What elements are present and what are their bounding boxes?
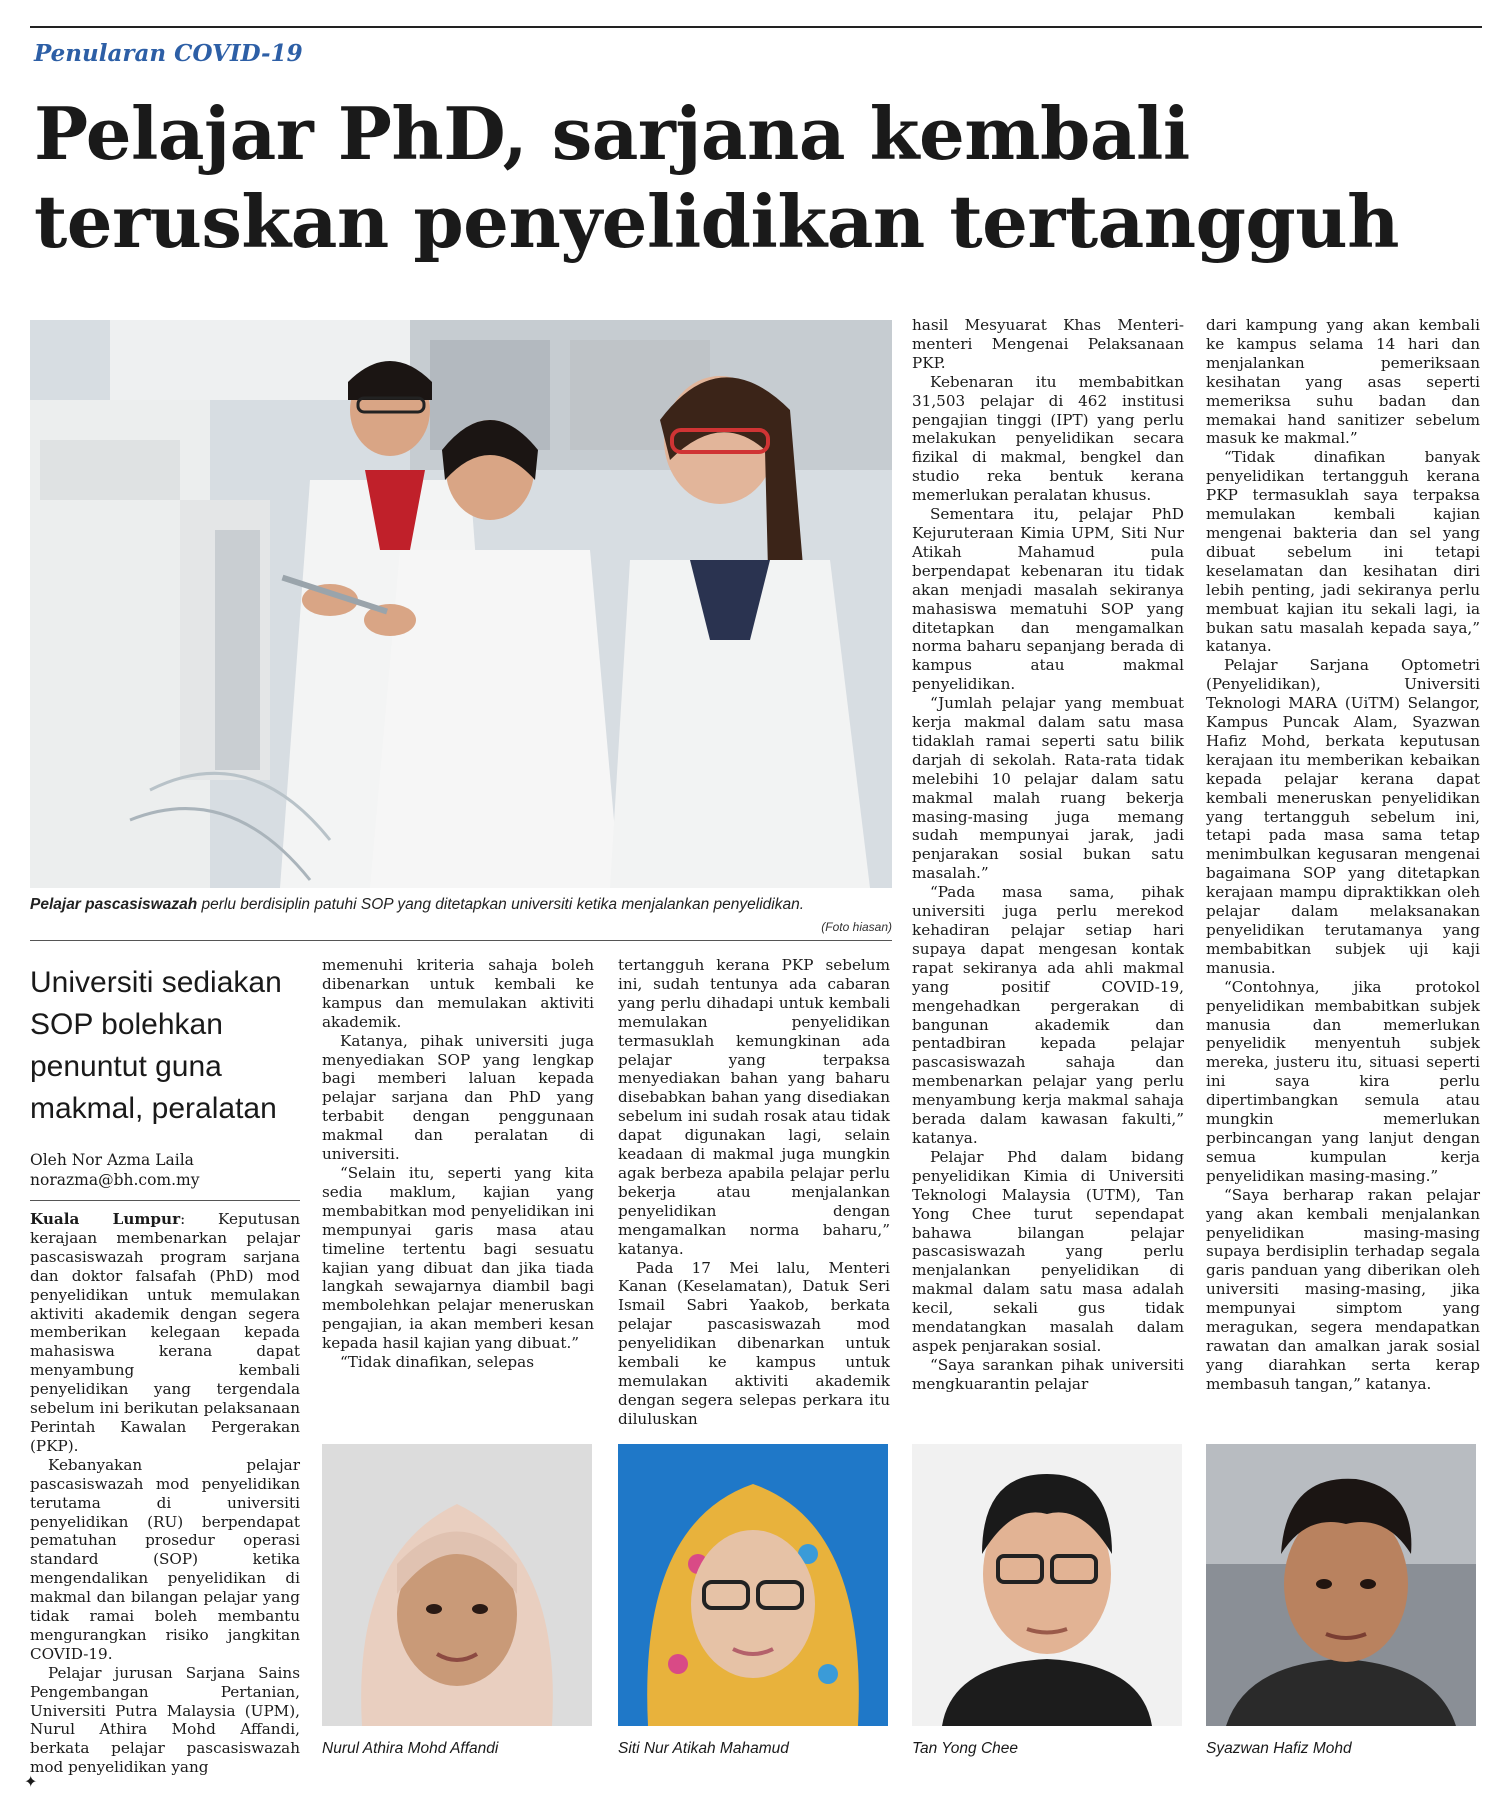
paragraph: “Saya sarankan pihak universiti mengkuarantin pelajar <box>912 1355 1184 1393</box>
article-column-2 <box>322 956 594 1372</box>
headline: Pelajar PhD, sarjana kembali teruskan penyelidikan tertangguh <box>34 91 1399 264</box>
paragraph: “Selain itu, seperti yang kita sedia maklum, kajian yang membabitkan mod penyelidikan ini mempunyai garis masa atau timeline tertentu bagi sesuatu kajian yang dibuat dan jika tiada langkah sewajarnya diambil bagi membolehkan pelajar meneruskan pengajian, ia akan memberi kesan kepada hasil kajian yang dibuat.” <box>322 1163 594 1353</box>
byline <box>30 1150 300 1190</box>
section-kicker: Penularan COVID-19 <box>34 40 303 67</box>
photo-caption <box>30 896 892 914</box>
portrait-caption-1: Nurul Athira Mohd Affandi <box>322 1740 499 1757</box>
portrait-nurul-athira <box>322 1444 592 1726</box>
paragraph: Katanya, pihak universiti juga menyediakan SOP yang lengkap bagi memberi laluan kepada pelajar sarjana dan PhD yang terbabit dengan penggunaan makmal dan peralatan di universiti. <box>322 1031 594 1164</box>
paragraph: “Jumlah pelajar yang membuat kerja makmal dalam satu masa tidaklah ramai seperti satu bilik darjah di sekolah. Rata-rata tidak melebihi 10 pelajar dalam satu makmal malah ruang bekerja masing-masing juga memang sudah mempunyai jarak, jadi penjarakan sosial bukan satu masalah.” <box>912 694 1184 883</box>
paragraph: hasil Mesyuarat Khas Menteri-menteri Mengenai Pelaksanaan PKP. <box>912 316 1184 372</box>
caption-text: perlu berdisiplin patuhi SOP yang ditetapkan universiti ketika menjalankan penyelidikan. <box>197 896 805 913</box>
article-column-3 <box>618 956 890 1429</box>
paragraph: “Saya berharap rakan pelajar yang akan kembali menjalankan penyelidikan masing-masing supaya berdisiplin terhadap segala garis panduan yang diberikan oleh universiti masing-masing, jika mempunyai simptom yang meragukan, segera mendapatkan rawatan dan amalkan jarak sosial yang diarahkan serta kerap membasuh tangan,” katanya. <box>1206 1185 1480 1393</box>
paragraph: Kebenaran itu membabitkan 31,503 pelajar di 462 institusi pengajian tinggi (IPT) yang perlu melakukan penyelidikan secara fizikal di makmal, bengkel dan studio reka bentuk kerana memerlukan peralatan khusus. <box>912 372 1184 505</box>
paragraph: “Contohnya, jika protokol penyelidikan membabitkan subjek manusia dan memerlukan penyelidik menyentuh subjek mereka, justeru itu, situasi seperti ini saya kira perlu dipertimbangkan semula atau mungkin memerlukan perbincangan yang lanjut dengan semua kumpulan kerja penyelidikan masing-masing.” <box>1206 977 1480 1185</box>
paragraph: Kebanyakan pelajar pascasiswazah mod penyelidikan terutama di universiti penyelidikan (RU) berpendapat pematuhan prosedur operasi standard (SOP) ketika mengendalikan penyelidikan di makmal dan bilangan pelajar yang tidak ramai boleh membantu mengurangkan risiko jangkitan COVID-19. <box>30 1455 300 1663</box>
subheadline: Universiti sediakan SOP bolehkan penuntut guna makmal, peralatan <box>30 966 282 1125</box>
article-column-5 <box>1206 316 1480 1394</box>
paragraph: Sementara itu, pelajar PhD Kejuruteraan Kimia UPM, Siti Nur Atikah Mahamud pula berpendapat kebenaran itu tidak akan menjadi masalah sekiranya mahasiswa mematuhi SOP yang ditetapkan dan mengamalkan norma baharu sepanjang berada di kampus atau makmal penyelidikan. <box>912 505 1184 694</box>
article-column-4 <box>912 316 1184 1394</box>
portrait-siti-nur-atikah <box>618 1444 888 1726</box>
byline-rule <box>30 1200 300 1201</box>
paragraph: “Pada masa sama, pihak universiti juga perlu merekod kehadiran pelajar setiap hari supaya dapat mengesan kontak rapat sekiranya ada ahli makmal yang positif COVID-19, mengehadkan pergerakan di bangunan akademik dan pentadbiran kepada pelajar pascasiswazah sahaja dan membenarkan pelajar yang perlu menyambung kerja makmal sahaja berada dalam kawasan fakulti,” katanya. <box>912 883 1184 1147</box>
paragraph: dari kampung yang akan kembali ke kampus selama 14 hari dan menjalankan pemeriksaan kesihatan yang asas seperti memeriksa suhu badan dan memakai hand sanitizer sebelum masuk ke makmal.” <box>1206 316 1480 448</box>
portrait-syazwan-hafiz <box>1206 1444 1476 1726</box>
paragraph: memenuhi kriteria sahaja boleh dibenarkan untuk kembali ke kampus dan memulakan aktiviti akademik. <box>322 956 594 1031</box>
top-rule <box>30 26 1482 28</box>
photo-credit: (Foto hiasan) <box>821 920 892 934</box>
portrait-caption-2: Siti Nur Atikah Mahamud <box>618 1740 789 1757</box>
portrait-tan-yong-chee <box>912 1444 1182 1726</box>
paragraph: Kuala Lumpur: Keputusan kerajaan membenarkan pelajar pascasiswazah program sarjana dan doktor falsafah (PhD) mod penyelidikan untuk memulakan aktiviti akademik dengan segera memberikan kelegaan kepada mahasiswa kerana dapat menyambung kembali penyelidikan yang tergendala sebelum ini berikutan pelaksanaan Perintah Kawalan Pergerakan (PKP). <box>30 1210 300 1455</box>
paragraph: Pelajar jurusan Sarjana Sains Pengembangan Pertanian, Universiti Putra Malaysia (UPM), Nurul Athira Mohd Affandi, berkata pelajar pascasiswazah mod penyelidikan yang <box>30 1663 300 1777</box>
paragraph: Pada 17 Mei lalu, Menteri Kanan (Keselamatan), Datuk Seri Ismail Sabri Yaakob, berkata pelajar pascasiswazah mod penyelidikan dibenarkan untuk kembali ke kampus untuk memulakan aktiviti akademik dengan segera selepas perkara itu diluluskan <box>618 1258 890 1428</box>
paragraph: Pelajar Phd dalam bidang penyelidikan Kimia di Universiti Teknologi Malaysia (UTM), Tan Yong Chee turut sependapat bahawa bilangan pelajar pascasiswazah yang perlu menjalankan penyelidikan di makmal dalam satu masa adalah kecil, sekali gus tidak mendatangkan masalah dalam aspek penjarakan sosial. <box>912 1147 1184 1355</box>
article-column-1 <box>30 1210 300 1777</box>
dateline: Kuala Lumpur <box>30 1210 181 1228</box>
lab-photo <box>30 320 892 888</box>
paragraph: Pelajar Sarjana Optometri (Penyelidikan), Universiti Teknologi MARA (UiTM) Selangor, Kampus Puncak Alam, Syazwan Hafiz Mohd, berkata keputusan kerajaan itu memberikan kebaikan kepada pelajar kerana dapat kembali meneruskan penyelidikan yang tertangguh sebelum ini, tetapi pada masa sama tetap menimbulkan kegusaran mengenai bagaimana SOP yang ditetapkan kerajaan mampu dipraktikkan oleh pelajar dalam melaksanakan penyelidikan terutamanya yang membabitkan subjek uji kaji manusia. <box>1206 656 1480 977</box>
paragraph: “Tidak dinafikan banyak penyelidikan tertangguh kerana PKP termasuklah saya terpaksa memulakan kembali kajian mengenai bakteria dan sel yang dibuat sebelum ini tetapi keselamatan dan kesihatan diri lebih penting, jadi sekiranya perlu membuat kajian itu sekali lagi, ia bukan satu masalah kepada saya,” katanya. <box>1206 448 1480 656</box>
portrait-caption-4: Syazwan Hafiz Mohd <box>1206 1740 1352 1757</box>
portrait-caption-3: Tan Yong Chee <box>912 1740 1019 1757</box>
paragraph: tertangguh kerana PKP sebelum ini, sudah tentunya ada cabaran yang perlu dihadapi untuk kembali memulakan penyelidikan termasuklah kemungkinan ada pelajar yang terpaksa menyediakan bahan yang baharu disebabkan bahan yang disediakan sebelum ini sudah rosak atau tidak dapat digunakan lagi, selain keadaan di makmal juga mungkin agak berbeza apabila pelajar perlu bekerja atau menjalankan penyelidikan dengan mengamalkan norma baharu,” katanya. <box>618 956 890 1258</box>
byline-author: Oleh Nor Azma Laila <box>30 1151 194 1169</box>
caption-bold: Pelajar pascasiswazah <box>30 896 198 913</box>
paragraph: “Tidak dinafikan, selepas <box>340 1353 534 1372</box>
byline-email: norazma@bh.com.my <box>30 1171 200 1189</box>
page-end-mark: ✦ <box>24 1772 38 1791</box>
caption-rule <box>30 940 892 941</box>
